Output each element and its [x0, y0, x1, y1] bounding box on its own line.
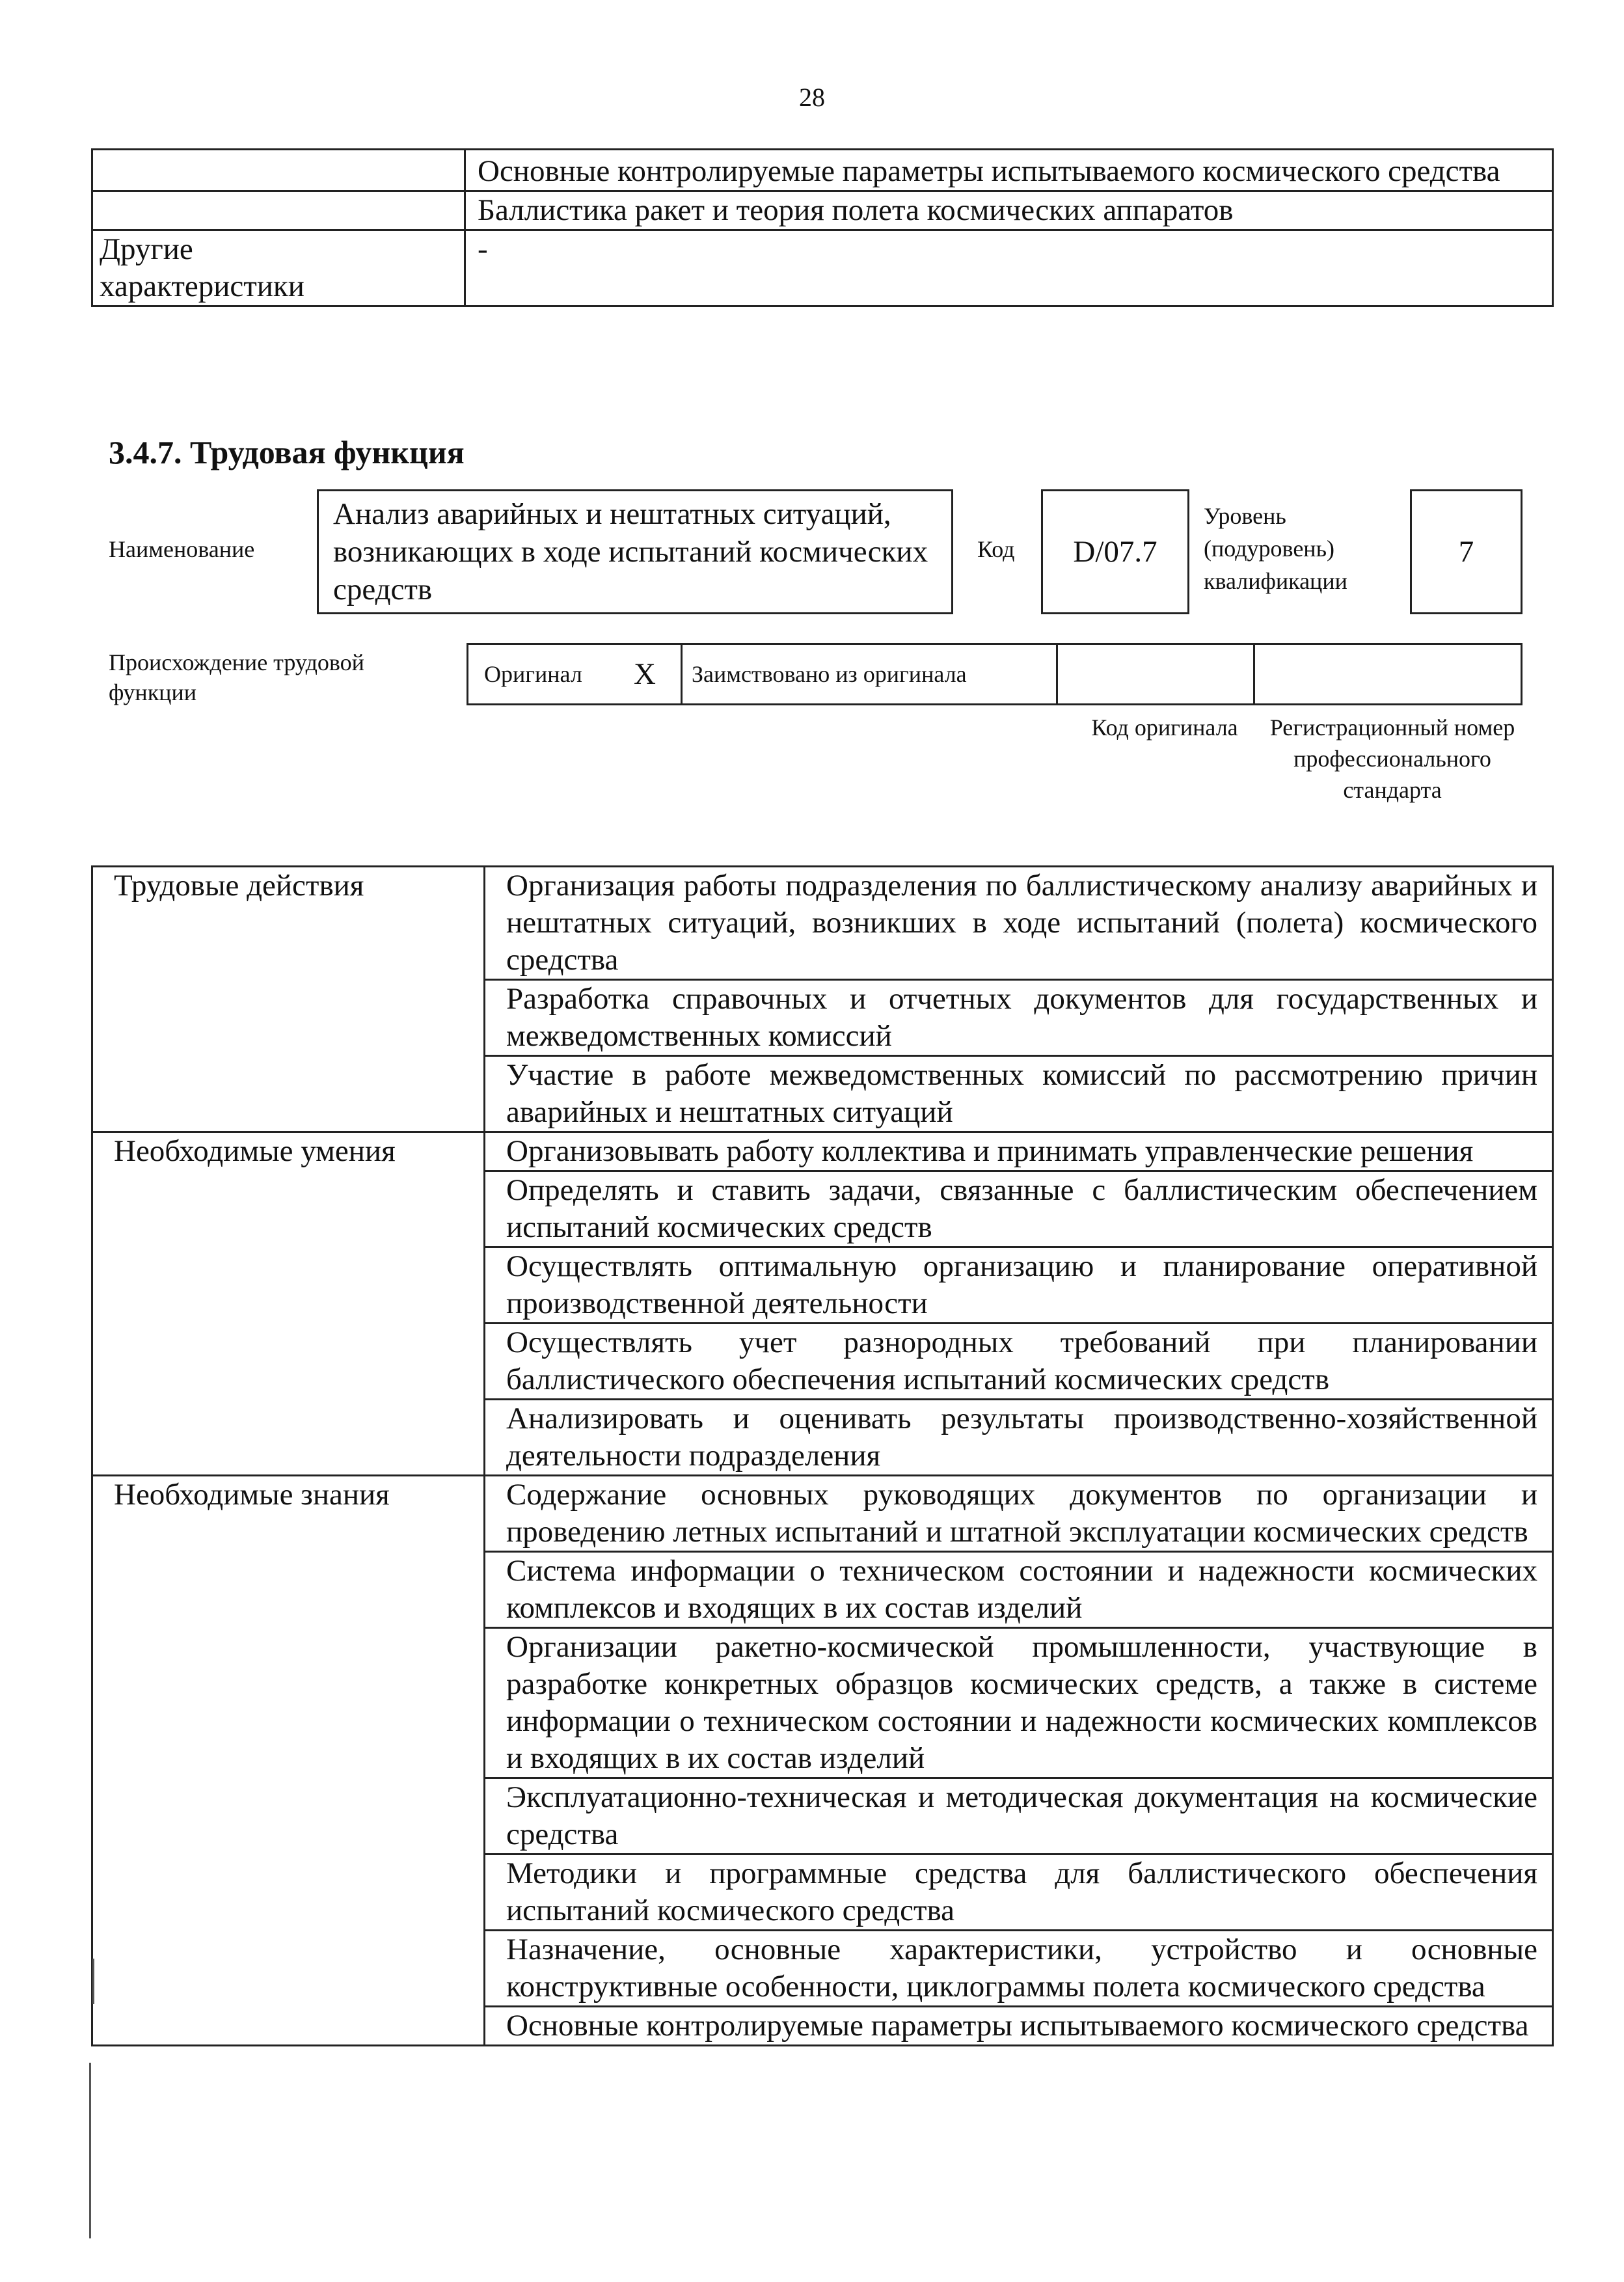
registration-number-cell	[1254, 644, 1522, 705]
table-row	[92, 150, 1553, 191]
table-cell: Основные контролируемые параметры испытываемого космического средства	[478, 154, 1500, 188]
table-cell: Баллистика ракет и теория полета космических аппаратов	[478, 193, 1234, 227]
borrowed-label: Заимствовано из оригинала	[682, 644, 1057, 705]
knowledge-item: Содержание основных руководящих документов по организации и проведению летных испытаний и штатной эксплуатации космических средств	[506, 1478, 1537, 1549]
function-details-table	[91, 865, 1554, 2046]
scan-artifact-line	[92, 1959, 94, 2004]
original-code-cell	[1057, 644, 1254, 705]
row-label-skills: Необходимые умения	[114, 1134, 396, 1168]
original-label: Оригинал	[468, 644, 634, 705]
original-mark: X	[634, 644, 682, 705]
registration-caption: Регистрационный номер профессионального стандарта	[1269, 714, 1515, 803]
knowledge-item: Назначение, основные характеристики, устройство и основные конструктивные особенности, циклограммы полета космического средства	[506, 1933, 1537, 2004]
row-label-knowledge: Необходимые знания	[114, 1478, 390, 1512]
labor-action-item: Организация работы подразделения по баллистическому анализу аварийных и нештатных ситуаций, возникших в ходе испытаний (полета) космического средства	[506, 869, 1537, 977]
name-label: Наименование	[109, 536, 255, 562]
table-row	[92, 230, 1553, 306]
page-number: 28	[799, 83, 825, 112]
row-label-other: Другие характеристики	[100, 232, 304, 303]
level-label: Уровень (подуровень) квалификации	[1204, 503, 1347, 594]
skill-item: Определять и ставить задачи, связанные с баллистическим обеспечением испытаний космических средств	[506, 1173, 1537, 1244]
function-name-value: Анализ аварийных и нештатных ситуаций, возникающих в ходе испытаний космических средств	[317, 489, 953, 614]
code-value: D/07.7	[1041, 489, 1189, 614]
code-caption: Код оригинала	[1091, 714, 1238, 740]
knowledge-item: Эксплуатационно-техническая и методическая документация на космические средства	[506, 1780, 1537, 1851]
knowledge-item: Методики и программные средства для баллистического обеспечения испытаний космического средства	[506, 1856, 1537, 1927]
table-row	[92, 867, 1553, 980]
table-row	[92, 1132, 1553, 1171]
continuation-table	[91, 148, 1554, 307]
skill-item: Осуществлять оптимальную организацию и планирование оперативной производственной деятельности	[506, 1249, 1537, 1320]
origin-label: Происхождение трудовой функции	[109, 649, 364, 705]
scan-artifact-line	[89, 2063, 91, 2238]
table-cell: -	[478, 232, 488, 266]
section-heading: 3.4.7. Трудовая функция	[109, 434, 465, 470]
labor-action-item: Участие в работе межведомственных комиссий по рассмотрению причин аварийных и нештатных ситуаций	[506, 1058, 1537, 1129]
origin-table	[467, 643, 1522, 705]
skill-item: Организовывать работу коллектива и принимать управленческие решения	[506, 1134, 1474, 1168]
code-label: Код	[977, 536, 1015, 562]
skill-item: Осуществлять учет разнородных требований при планировании баллистического обеспечения испытаний космических средств	[506, 1325, 1537, 1396]
level-value: 7	[1410, 489, 1522, 614]
labor-action-item: Разработка справочных и отчетных документов для государственных и межведомственных комиссий	[506, 982, 1537, 1053]
row-label-labor-actions: Трудовые действия	[114, 869, 364, 903]
knowledge-item: Основные контролируемые параметры испытываемого космического средства	[506, 2009, 1529, 2043]
knowledge-item: Система информации о техническом состоянии и надежности космических комплексов и входящих в их состав изделий	[506, 1554, 1537, 1625]
table-row	[92, 1476, 1553, 1552]
knowledge-item: Организации ракетно-космической промышленности, участвующие в разработке конкретных образцов космических средств, а также в системе информации о техническом состоянии и надежности космических комплексов и входящих в их состав изделий	[506, 1630, 1537, 1775]
table-row	[92, 191, 1553, 230]
table-row	[468, 644, 1522, 705]
skill-item: Анализировать и оценивать результаты производственно-хозяйственной деятельности подразделения	[506, 1402, 1537, 1473]
